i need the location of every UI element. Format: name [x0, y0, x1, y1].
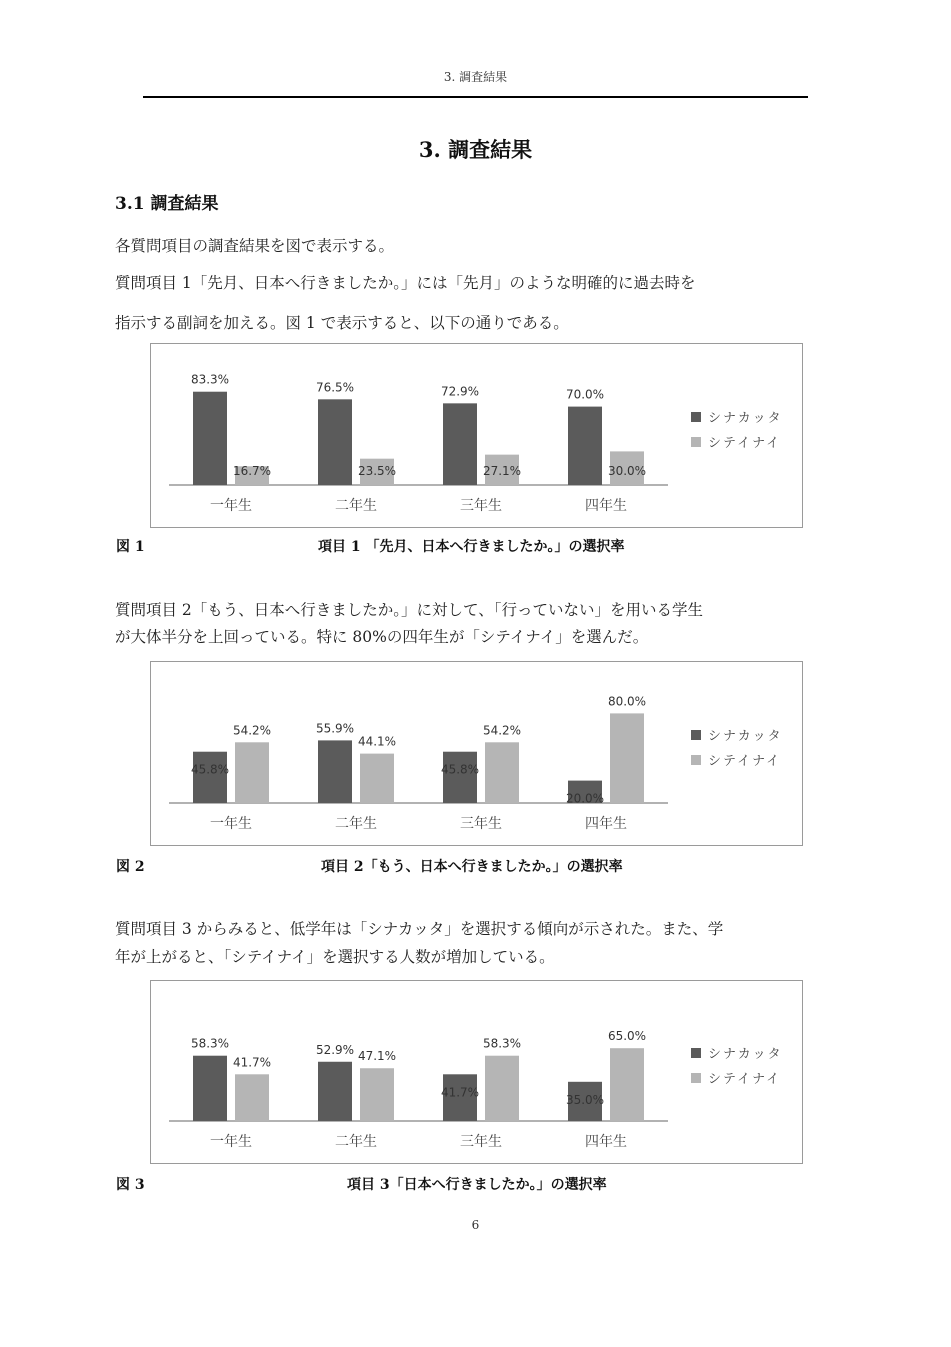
- bar-shiteinai-3: [485, 1056, 519, 1121]
- x-tick-label-4: 四年生: [585, 1134, 627, 1150]
- figure-3-chart: [150, 980, 803, 1164]
- figure-1-chart: [150, 343, 803, 528]
- bar-shinakatta-2: [318, 1062, 352, 1121]
- figure-1-label: 図 1: [116, 539, 145, 555]
- x-tick-label-4: 四年生: [585, 816, 627, 832]
- data-label-shinakatta-2: 52.9%: [315, 1042, 355, 1057]
- data-label-shiteinai-1: 16.7%: [232, 464, 272, 478]
- legend-swatch-shiteinai: [691, 437, 701, 447]
- figure-3-svg: [151, 981, 802, 1163]
- figure-2-label: 図 2: [116, 859, 145, 875]
- page-title: 3. 調査結果: [418, 137, 533, 162]
- paragraph-item1-line2: 指示する副詞を加える。図 1 で表示すると、以下の通りである。: [115, 314, 569, 332]
- bar-shiteinai-2: [360, 754, 394, 803]
- bar-shinakatta-3: [443, 403, 477, 485]
- bar-shiteinai-4: [610, 713, 644, 803]
- figure-2-caption: 項目 2「もう、日本へ行きましたか。」の選択率: [321, 859, 623, 875]
- x-tick-label-3: 三年生: [460, 1134, 502, 1150]
- legend-label-shinakatta: シナカッタ: [708, 1047, 783, 1062]
- x-tick-label-3: 三年生: [460, 498, 502, 514]
- bar-shinakatta-4: [568, 407, 602, 485]
- x-tick-label-1: 一年生: [210, 498, 252, 514]
- bar-shiteinai-3: [485, 742, 519, 803]
- bar-shinakatta-1: [193, 1056, 227, 1121]
- legend-label-shinakatta: シナカッタ: [708, 411, 783, 426]
- legend-swatch-shinakatta: [691, 412, 701, 422]
- legend-label-shiteinai: シテイナイ: [708, 436, 782, 451]
- figure-3-caption: 項目 3「日本へ行きましたか。」の選択率: [347, 1177, 607, 1193]
- figure-1-svg: [151, 344, 802, 527]
- data-label-shinakatta-3: 41.7%: [440, 1085, 480, 1100]
- figure-3-label: 図 3: [116, 1177, 145, 1193]
- data-label-shiteinai-3: 54.2%: [482, 723, 522, 738]
- header-rule: [143, 96, 808, 98]
- bar-shiteinai-2: [360, 1068, 394, 1121]
- data-label-shinakatta-3: 45.8%: [440, 762, 480, 777]
- legend-swatch-shinakatta: [691, 730, 701, 740]
- data-label-shinakatta-1: 58.3%: [190, 1036, 230, 1051]
- bar-shinakatta-2: [318, 740, 352, 803]
- paragraph-item3-line2: 年が上がると、「シテイナイ」を選択する人数が増加している。: [115, 948, 555, 966]
- figure-2-svg: [151, 662, 802, 845]
- x-tick-label-3: 三年生: [460, 816, 502, 832]
- data-label-shiteinai-4: 65.0%: [607, 1029, 647, 1044]
- paragraph-item3-line1: 質問項目 3 からみると、低学年は「シナカッタ」を選択する傾向が示された。また、学: [115, 920, 724, 938]
- legend-label-shiteinai: シテイナイ: [708, 1072, 782, 1087]
- data-label-shinakatta-2: 55.9%: [315, 721, 355, 736]
- paragraph-item1-line1: 質問項目 1「先月、日本へ行きましたか。」には「先月」のような明確的に過去時を: [115, 274, 696, 292]
- data-label-shinakatta-4: 35.0%: [565, 1092, 605, 1107]
- data-label-shinakatta-4: 70.0%: [565, 387, 605, 402]
- x-tick-label-1: 一年生: [210, 1134, 252, 1150]
- data-label-shiteinai-1: 41.7%: [232, 1055, 272, 1070]
- legend-label-shiteinai: シテイナイ: [708, 754, 782, 769]
- bar-shiteinai-1: [235, 1074, 269, 1121]
- legend-swatch-shiteinai: [691, 1073, 701, 1083]
- x-tick-label-1: 一年生: [210, 816, 252, 832]
- data-label-shinakatta-2: 76.5%: [315, 380, 355, 395]
- paragraph-item2-line1: 質問項目 2「もう、日本へ行きましたか。」に対して、「行っていない」を用いる学生: [115, 601, 703, 619]
- figure-2-chart: [150, 661, 803, 846]
- data-label-shiteinai-2: 44.1%: [357, 734, 397, 749]
- paragraph-intro: 各質問項目の調査結果を図で表示する。: [115, 237, 395, 255]
- data-label-shiteinai-3: 27.1%: [482, 464, 522, 478]
- bar-shiteinai-4: [610, 1048, 644, 1121]
- x-tick-label-2: 二年生: [335, 816, 377, 832]
- data-label-shiteinai-4: 30.0%: [607, 464, 647, 478]
- bar-shinakatta-2: [318, 399, 352, 485]
- bar-shinakatta-1: [190, 752, 230, 803]
- data-label-shinakatta-4: 20.0%: [565, 791, 605, 806]
- data-label-shinakatta-1: 83.3%: [190, 372, 230, 387]
- bar-shiteinai-1: [235, 742, 269, 803]
- figure-1-caption: 項目 1 「先月、日本へ行きましたか。」の選択率: [318, 539, 625, 555]
- legend-swatch-shinakatta: [691, 1048, 701, 1058]
- paragraph-item2-line2: が大体半分を上回っている。特に 80%の四年生が「シテイナイ」を選んだ。: [115, 628, 649, 646]
- data-label-shiteinai-3: 58.3%: [482, 1036, 522, 1051]
- section-title: 3.1 調査結果: [115, 194, 219, 214]
- data-label-shiteinai-1: 54.2%: [232, 723, 272, 738]
- bar-shinakatta-1: [193, 392, 227, 485]
- data-label-shinakatta-1: 45.8%: [190, 762, 230, 777]
- legend-label-shinakatta: シナカッタ: [708, 729, 783, 744]
- x-tick-label-2: 二年生: [335, 1134, 377, 1150]
- x-tick-label-2: 二年生: [335, 498, 377, 514]
- x-tick-label-4: 四年生: [585, 498, 627, 514]
- page-number: 6: [471, 1218, 480, 1232]
- data-label-shiteinai-2: 47.1%: [357, 1049, 397, 1064]
- data-label-shinakatta-3: 72.9%: [440, 384, 480, 399]
- data-label-shiteinai-2: 23.5%: [357, 464, 397, 478]
- legend-swatch-shiteinai: [691, 755, 701, 765]
- data-label-shiteinai-4: 80.0%: [607, 694, 647, 709]
- bar-shinakatta-3: [440, 752, 480, 803]
- running-header: 3. 調査結果: [443, 70, 508, 84]
